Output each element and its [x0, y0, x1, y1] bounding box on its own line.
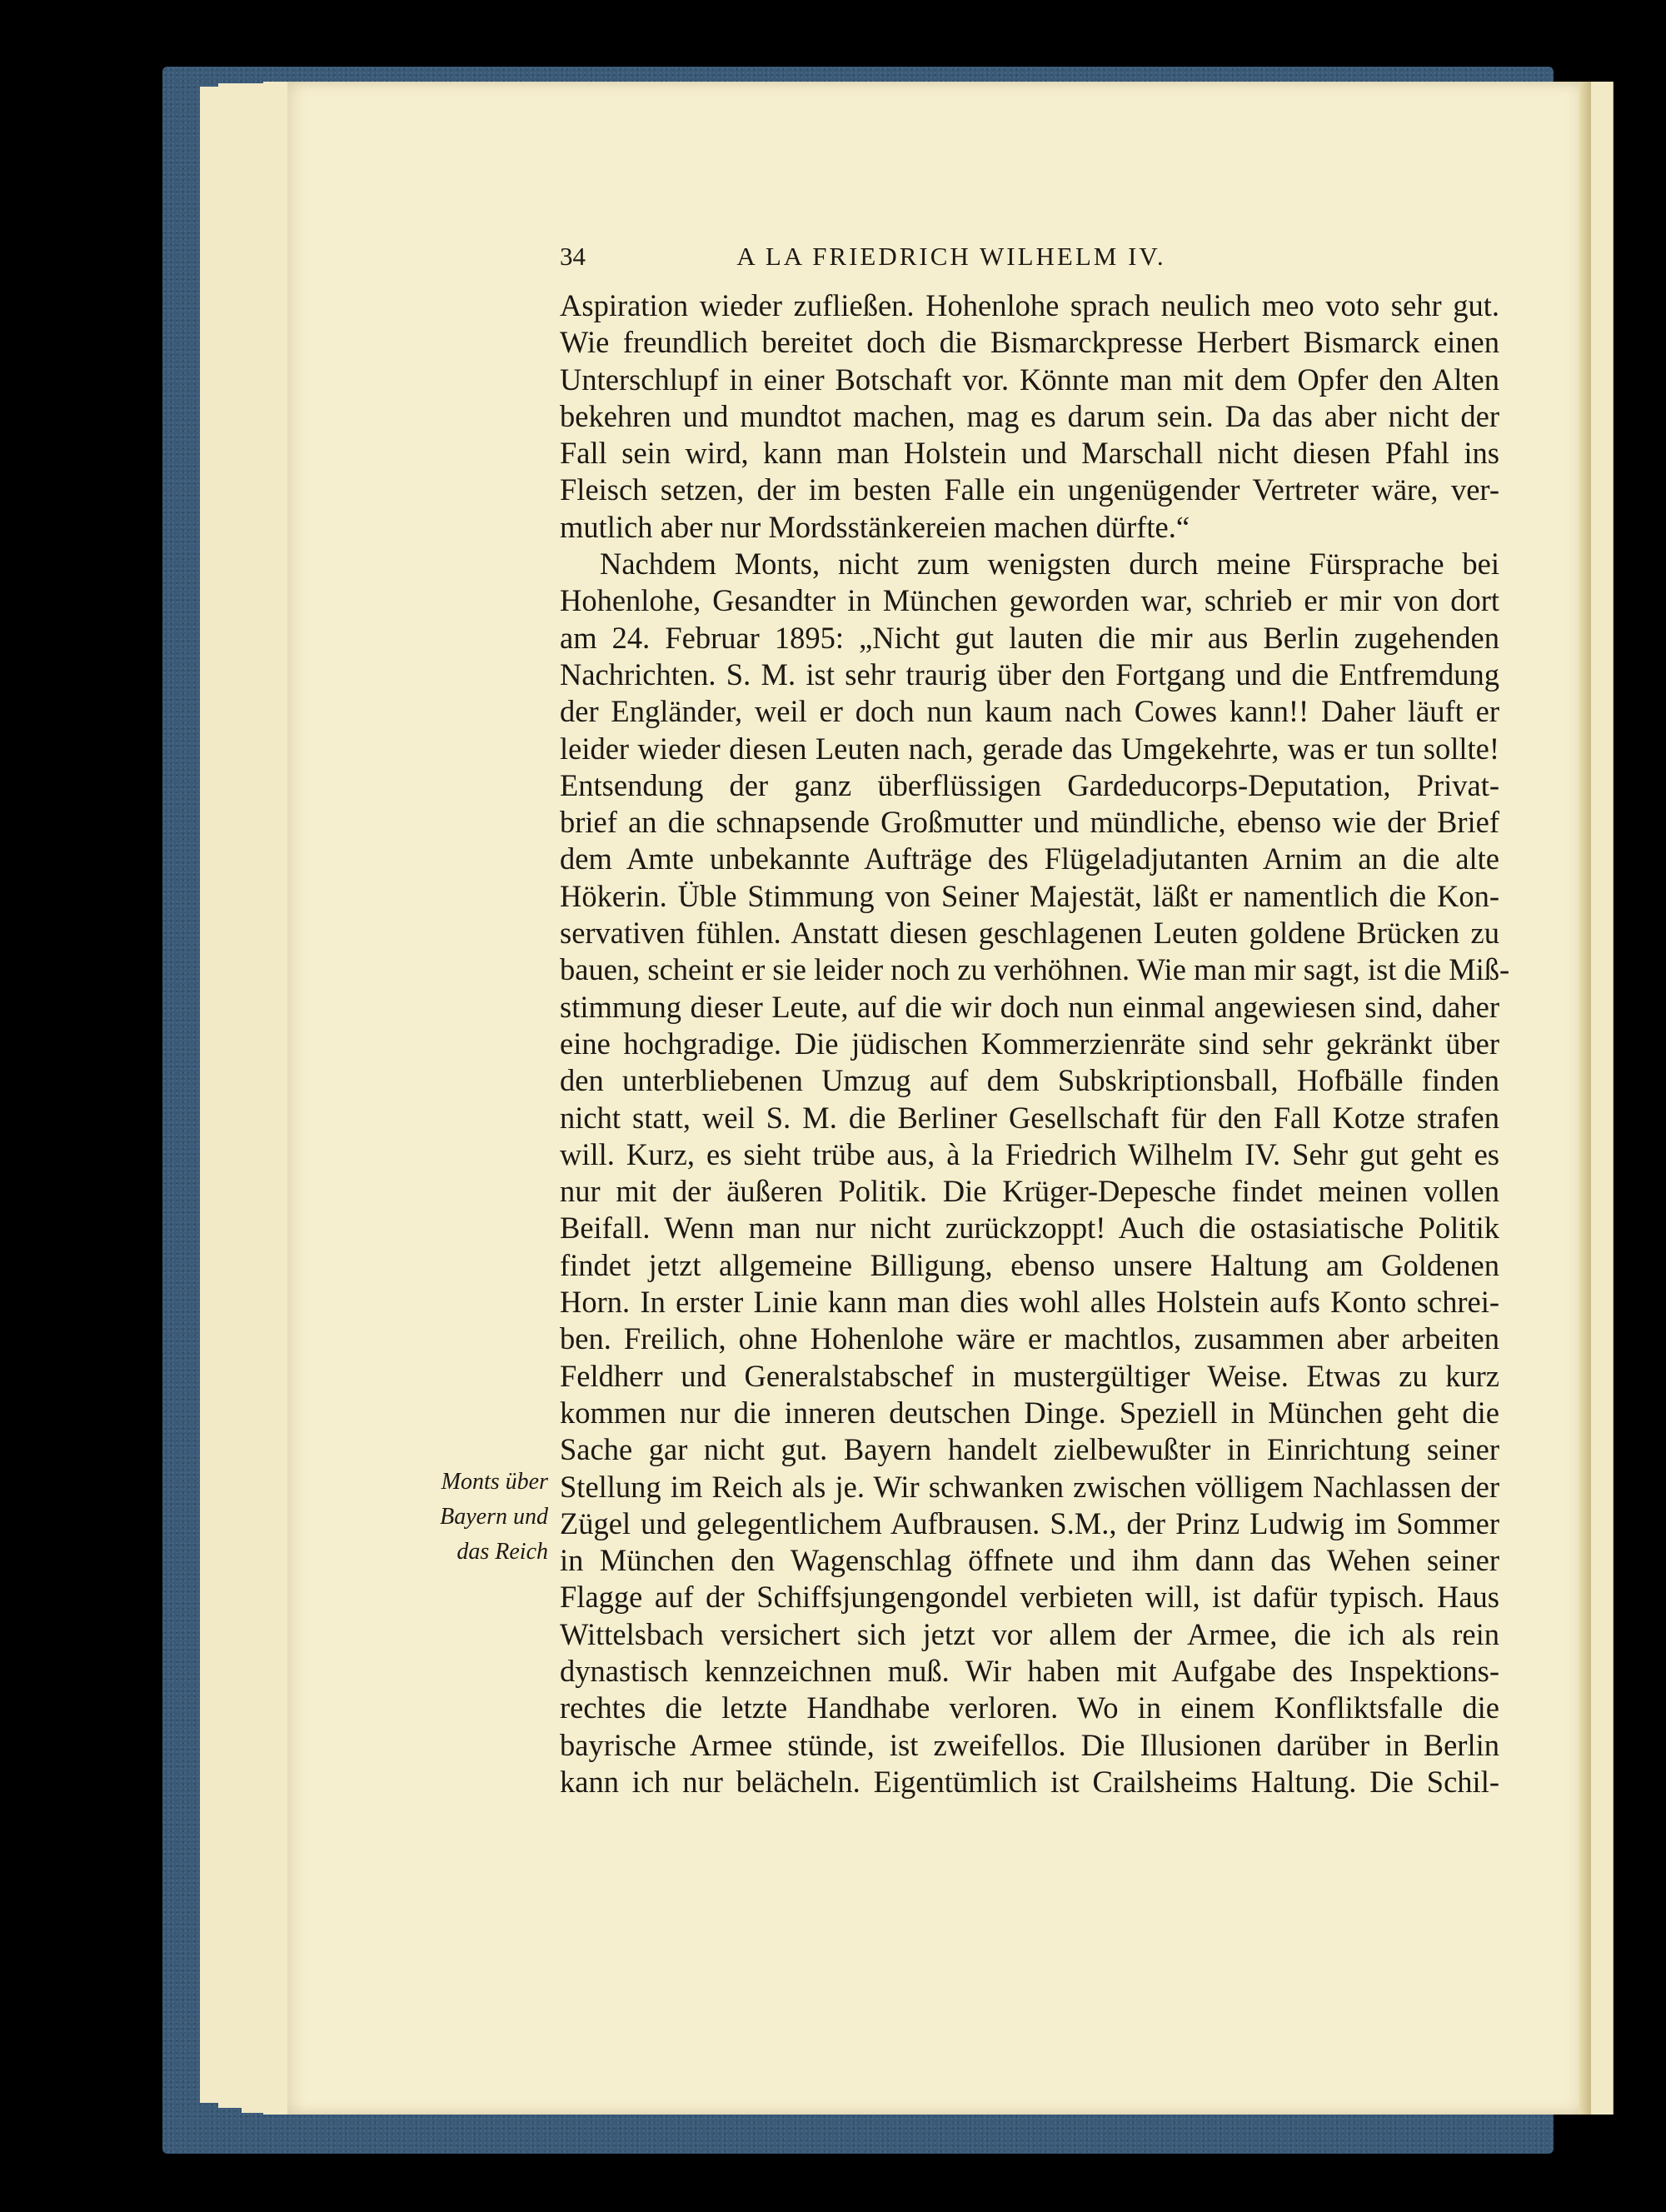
text-line: den unterbliebenen Umzug auf dem Subskriptionsball, Hofbälle finden	[560, 1063, 1499, 1098]
text-line: stimmung dieser Leute, auf die wir doch nun einmal angewiesen sind, daher	[560, 989, 1499, 1024]
text-line: bauen, scheint er sie leider noch zu verhöhnen. Wie man mir sagt, ist die Miß-	[560, 952, 1510, 987]
text-line: am 24. Februar 1895: „Nicht gut lauten die mir aus Berlin zugehenden	[560, 620, 1499, 655]
text-line: kommen nur die inneren deutschen Dinge. Speziell in München geht die	[560, 1395, 1499, 1430]
text-line: Stellung im Reich als je. Wir schwanken zwischen völligem Nachlassen der	[560, 1469, 1499, 1504]
text-line: nicht statt, weil S. M. die Berliner Gesellschaft für den Fall Kotze strafen	[560, 1100, 1499, 1135]
text-line: Nachdem Monts, nicht zum wenigsten durch meine Fürsprache bei	[600, 547, 1499, 582]
text-line: Entsendung der ganz überflüssigen Gardeducorps-Deputation, Privat-	[560, 767, 1499, 802]
text-line: Wie freundlich bereitet doch die Bismarckpresse Herbert Bismarck einen	[560, 325, 1499, 360]
text-line: Hökerin. Üble Stimmung von Seiner Majestät, läßt er namentlich die Kon-	[560, 878, 1499, 913]
margin-note	[392, 1465, 548, 1570]
text-line: Horn. In erster Linie kann man dies wohl alles Holstein aufs Konto schrei-	[560, 1285, 1499, 1320]
text-line: dynastisch kennzeichnen muß. Wir haben mit Aufgabe des Inspektions-	[560, 1653, 1499, 1688]
text-line: Wittelsbach versichert sich jetzt vor allem der Armee, die ich als rein	[560, 1616, 1499, 1651]
text-line: Feldherr und Generalstabschef in mustergültiger Weise. Etwas zu kurz	[560, 1358, 1499, 1393]
page-gutter-shadow	[1579, 82, 1591, 2115]
body-text	[560, 287, 1510, 1800]
text-line: Hohenlohe, Gesandter in München geworden war, schrieb er mir von dort	[560, 583, 1499, 618]
text-line: dem Amte unbekannte Aufträge des Flügeladjutanten Arnim an die alte	[560, 841, 1499, 876]
margin-note-line: Bayern und	[440, 1504, 548, 1530]
text-line: servativen fühlen. Anstatt diesen geschlagenen Leuten goldene Brücken zu	[560, 916, 1499, 951]
text-line: bayrische Armee stünde, ist zweifellos. Die Illusionen darüber in Berlin	[560, 1727, 1499, 1762]
page-number: 34	[560, 242, 586, 271]
text-line: in München den Wagenschlag öffnete und ihm dann das Wehen seiner	[560, 1543, 1499, 1578]
text-line: ben. Freilich, ohne Hohenlohe wäre er machtlos, zusammen aber arbeiten	[560, 1321, 1499, 1356]
text-line: Flagge auf der Schiffsjungengondel verbieten will, ist dafür typisch. Haus	[560, 1580, 1499, 1615]
text-line: bekehren und mundtot machen, mag es darum sein. Da das aber nicht der	[560, 398, 1499, 433]
text-line: leider wieder diesen Leuten nach, gerade das Umgekehrte, was er tun sollte!	[560, 731, 1499, 766]
text-line: Aspiration wieder zufließen. Hohenlohe sprach neulich meo voto sehr gut.	[560, 288, 1499, 322]
text-line: rechtes die letzte Handhabe verloren. Wo in einem Konfliktsfalle die	[560, 1690, 1499, 1725]
text-line: Fleisch setzen, der im besten Falle ein ungenügender Vertreter wäre, ver-	[560, 472, 1499, 507]
text-line: Nachrichten. S. M. ist sehr traurig über den Fortgang und die Entfremdung	[560, 657, 1499, 692]
text-line: brief an die schnapsende Großmutter und mündliche, ebenso wie der Brief	[560, 805, 1499, 840]
text-line: eine hochgradige. Die jüdischen Kommerzienräte sind sehr gekränkt über	[560, 1026, 1499, 1061]
text-line: der Engländer, weil er doch nun kaum nach Cowes kann!! Daher läuft er	[560, 694, 1499, 729]
margin-note-line: das Reich	[456, 1539, 548, 1565]
text-line: Fall sein wird, kann man Holstein und Marschall nicht diesen Pfahl ins	[560, 436, 1499, 471]
page-header	[560, 242, 1309, 275]
text-line: will. Kurz, es sieht trübe aus, à la Friedrich Wilhelm IV. Sehr gut geht es	[560, 1136, 1499, 1171]
margin-note-line: Monts über	[441, 1469, 548, 1495]
text-line: Sache gar nicht gut. Bayern handelt zielbewußter in Einrichtung seiner	[560, 1432, 1499, 1467]
text-line: mutlich aber nur Mordsstänkereien machen dürfte.“	[560, 509, 1190, 544]
text-line: kann ich nur belächeln. Eigentümlich ist Crailsheims Haltung. Die Schil-	[560, 1764, 1499, 1799]
text-line: nur mit der äußeren Politik. Die Krüger-Depesche findet meinen vollen	[560, 1174, 1499, 1209]
text-line: Unterschlupf in einer Botschaft vor. Könnte man mit dem Opfer den Alten	[560, 362, 1499, 397]
text-line: Beifall. Wenn man nur nicht zurückzoppt! Auch die ostasiatische Politik	[560, 1211, 1499, 1246]
text-line: findet jetzt allgemeine Billigung, ebenso unsere Haltung am Goldenen	[560, 1247, 1499, 1282]
text-line: Zügel und gelegentlichem Aufbrausen. S.M., der Prinz Ludwig im Sommer	[560, 1505, 1499, 1540]
running-head: A LA FRIEDRICH WILHELM IV.	[736, 242, 1166, 271]
